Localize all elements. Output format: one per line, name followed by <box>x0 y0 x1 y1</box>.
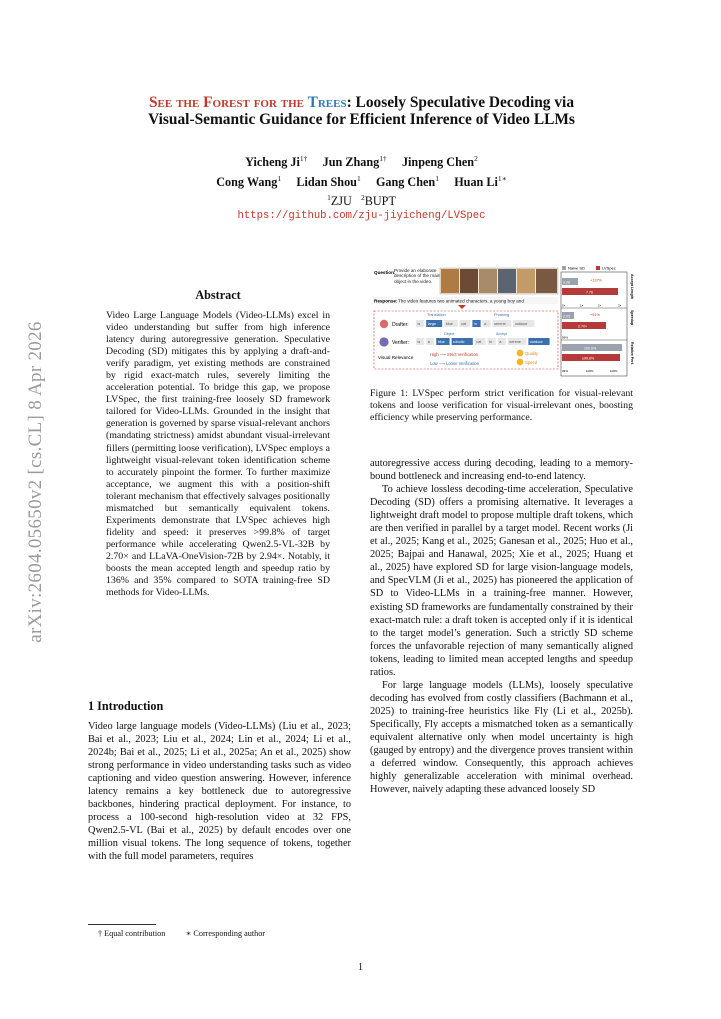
fig-relevance-label: Visual Relevance <box>378 355 414 360</box>
fig-tag-accept: Accept <box>496 332 507 336</box>
fig-tag-translation: Translation <box>427 313 446 317</box>
token-text: large <box>427 322 437 326</box>
title-line2: Visual-Semantic Guidance for Efficient Inference of Video LLMs <box>148 111 575 128</box>
token-text: cat <box>476 340 482 344</box>
footnote-equal: † Equal contribution <box>98 929 166 938</box>
token-text: outdoor <box>529 340 543 344</box>
bar-val-4: 2.03 <box>563 314 570 319</box>
section-1-heading: 1 Introduction <box>88 699 164 713</box>
author-name: Cong Wang <box>216 175 278 190</box>
token-text: in <box>473 322 477 326</box>
tick-5: 99% <box>562 369 569 373</box>
speed-icon <box>517 359 524 366</box>
author-name: Lidan Shou <box>296 175 357 190</box>
token-text: robotic <box>453 340 465 344</box>
figure-1-caption <box>370 388 633 424</box>
authors-block <box>80 151 643 224</box>
bar-val-1: 3.28 <box>563 280 570 285</box>
author-affil: 1∗ <box>497 174 507 184</box>
fig-speed-text: Speed <box>525 360 538 365</box>
verifier-icon <box>379 337 388 346</box>
fig-high-text: High ⟶ Strict Verification <box>430 352 479 357</box>
token-text: serene <box>509 340 521 344</box>
bar-val-2: 7.76 <box>586 290 593 295</box>
fig-drafter-label: Drafter: <box>392 322 409 328</box>
author-affil: 1 <box>435 174 439 184</box>
drafter-tokens <box>416 320 534 327</box>
title-part3: Trees <box>307 94 347 111</box>
author-name: Huan Li <box>454 175 498 190</box>
fig-tag-object: Object <box>444 332 455 336</box>
axis-accept: Accept Length <box>630 274 634 299</box>
intro-paragraph-3: For large language models (LLMs), loosely speculative decoding has evolved from costly classifiers (Bachmann et al., 2025) to training-free heuristics like Fly (Li et al., 2025b). Specifically, Fly accepts a mismatched token as a semantically equivalent alternative only when model uncertainty is high (gauged by entropy) and the divergence proves transient within a deferred window. Consequently, this approach achieves highly generalizable acceleration with minimal overhead. However, naively adapting these advanced loosely SD <box>370 679 633 796</box>
affil-mark: 1 <box>327 193 331 203</box>
token-text: a <box>427 340 430 344</box>
token-text: in <box>489 340 493 344</box>
bar-val-8: ≥99.8% <box>582 356 595 361</box>
legend-naive: Naive SD <box>568 265 585 271</box>
bar-val-7: 100.0% <box>584 346 597 351</box>
figure-1-graphic <box>372 264 634 380</box>
fig-bar-panel <box>561 266 634 376</box>
intro-paragraph-2: To achieve lossless decoding-time acceleration, Speculative Decoding (SD) offers a promising alternative. It leverages a lightweight draft model to propose multiple draft tokens, which are then verified in parallel by a target model. Recent works (Ji et al., 2025; Kang et al., 2025; Ganesan et al., 2025; Huo et al., 2025; Bajpai and Hanawal, 2025; Xie et al., 2025; Huang et al., 2025) have explored SD for large vision-language models, and SpecVLM (Ji et al., 2025) has pioneered the application of SD to Video-LLMs in a training-free manner. However, existing SD frameworks are fundamentally constrained by their exact-match rule: a draft token is accepted only if it is identical to the target model’s generation. Such a strictly SD scheme forces the unfavorable rejection of many semantically aligned tokens, leading to limited mean accepted lengths and speedup ratios. <box>370 484 633 678</box>
author-name: Jinpeng Chen <box>401 155 475 170</box>
affiliation: BUPT <box>364 194 396 209</box>
axis-perf: Relative Perf. <box>630 342 634 365</box>
fig-tag-phrasing: Phrasing <box>494 313 509 317</box>
fig-question-text: Provide an elaborate description of the main object in the video. <box>394 268 441 284</box>
caption-text: LVSpec perform strict verification for visual-relevant tokens and loose verification for visual-irrelevant ones, boosting efficiency while preserving performance. <box>370 388 633 423</box>
author-affil: 1† <box>379 154 387 163</box>
author-name: Gang Chen <box>375 175 436 190</box>
intro-right-column <box>370 457 633 796</box>
arxiv-identifier <box>16 302 56 662</box>
token-text: outdoor <box>514 322 528 326</box>
token-text: blue <box>437 340 445 344</box>
axis-speedup: Speedup <box>630 310 634 326</box>
tick-1: 1× <box>580 303 584 308</box>
fig-question-label: Question: <box>374 270 396 275</box>
intro-paragraph-2a: autoregressive access during decoding, leading to a memory-bound bottleneck and increasing end-to-end latency. <box>370 458 633 483</box>
legend-lvspec: LVSpec <box>602 265 616 271</box>
token-text: cat <box>461 322 467 326</box>
footnote-corresponding: ∗ Corresponding author <box>185 929 266 938</box>
tick-2: 2× <box>598 303 602 308</box>
bar-val-5: 2.70× <box>578 324 588 329</box>
intro-paragraph-1: Video large language models (Video-LLMs) (Liu et al., 2023; Bai et al., 2023; Liu et al., 2024; Lin et al., 2024; Li et al., 2024b; Bai et al., 2025; Li et al., 2025a; An et al., 2025) show strong performance in video understanding tasks such as video captioning and video question answering. However, inference latency remains a key bottleneck due to autoregressive backbones, hindering practical deployment. For instance, to process a 100-second high-resolution video at 32 FPS, Qwen2.5-VL (Bai et al., 2025) by default encodes over one million visual tokens. The long sequence of tokens, together with the full model parameters, requires <box>88 721 351 863</box>
tick-0: 0× <box>562 303 566 308</box>
author-affil: 1† <box>299 154 308 163</box>
tick-6: 100% <box>586 369 594 373</box>
bar-val-6: +91% <box>590 313 600 317</box>
affiliation: ZJU <box>330 194 352 209</box>
title-part1: See the Forest <box>148 94 250 111</box>
arxiv-id-text: arXiv:2604.05650v2 [cs.CL] 8 Apr 2026 <box>25 321 46 643</box>
caption-label: Figure 1: <box>370 388 413 399</box>
fig-verifier-label: Verifier: <box>392 340 409 346</box>
figure-1 <box>372 264 634 380</box>
tick-4: 99% <box>562 335 569 340</box>
token-text: a <box>484 322 487 326</box>
paper-title <box>80 94 643 128</box>
title-rest: : Loosely Speculative Decoding via <box>346 94 575 111</box>
fig-quality-text: Quality <box>525 351 539 356</box>
tick-7: 100% <box>610 369 618 373</box>
token-text: is <box>417 322 421 326</box>
quality-icon <box>517 350 524 357</box>
page-number: 1 <box>357 962 364 973</box>
bar-val-3: +137% <box>590 278 602 283</box>
abstract-heading: Abstract <box>195 288 241 302</box>
footnote-rule <box>88 924 156 925</box>
tick-3: 3× <box>618 303 622 308</box>
fig-response-label: Response: <box>374 298 398 304</box>
author-name: Jun Zhang <box>322 155 380 170</box>
token-text: a <box>499 340 502 344</box>
token-text: blue <box>445 322 453 326</box>
token-text: is <box>417 340 421 344</box>
video-frames <box>440 268 558 294</box>
footnote <box>98 928 265 938</box>
author-name: Yicheng Ji <box>245 155 300 170</box>
author-affil: 1 <box>277 174 282 184</box>
fig-response-text: The video features two animated characters, a young boy and <box>398 298 524 304</box>
title-part2: for the <box>249 94 308 111</box>
drafter-icon <box>380 320 388 328</box>
repo-link[interactable]: https://github.com/zju-jiyicheng/LVSpec <box>237 210 486 223</box>
fig-low-text: Low ⟶ Loose Verification <box>430 361 480 366</box>
author-affil: 1 <box>356 174 361 184</box>
affil-mark: 2 <box>360 193 365 203</box>
intro-left-column <box>88 720 351 864</box>
token-text: serene <box>494 322 506 326</box>
abstract-text: Video Large Language Models (Video-LLMs) excel in video understanding but suffer from high inference latency during autoregressive generation. Speculative Decoding (SD) mitigates this by applying a draft-and-verify paradigm, yet existing methods are constrained by rigid exact-match rules, severely limiting the acceleration potential. To bridge this gap, we propose LVSpec, the first training-free loosely SD framework tailored for Video-LLMs. Grounded in the insight that generation is governed by sparse visual-relevant anchors (mandating strictness) amidst abundant visual-irrelevant fillers (permitting loose verification), LVSpec employs a lightweight visual-relevant token identification scheme to accurately pinpoint the former. To further maximize acceptance, we augment this with a position-shift tolerant mechanism that effectively salvages positionally mismatched but semantically equivalent tokens. Experiments demonstrate that LVSpec achieves high fidelity and speed: it preserves >99.8% of target performance while accelerating Qwen2.5-VL-32B by 2.70× and LLaVA-OneVision-72B by 2.94×. Notably, it boosts the mean accepted length and speedup ratio by 136% and 35% compared to SOTA training-free SD methods for Video-LLMs. <box>106 310 330 599</box>
author-affil: 2 <box>474 154 478 163</box>
